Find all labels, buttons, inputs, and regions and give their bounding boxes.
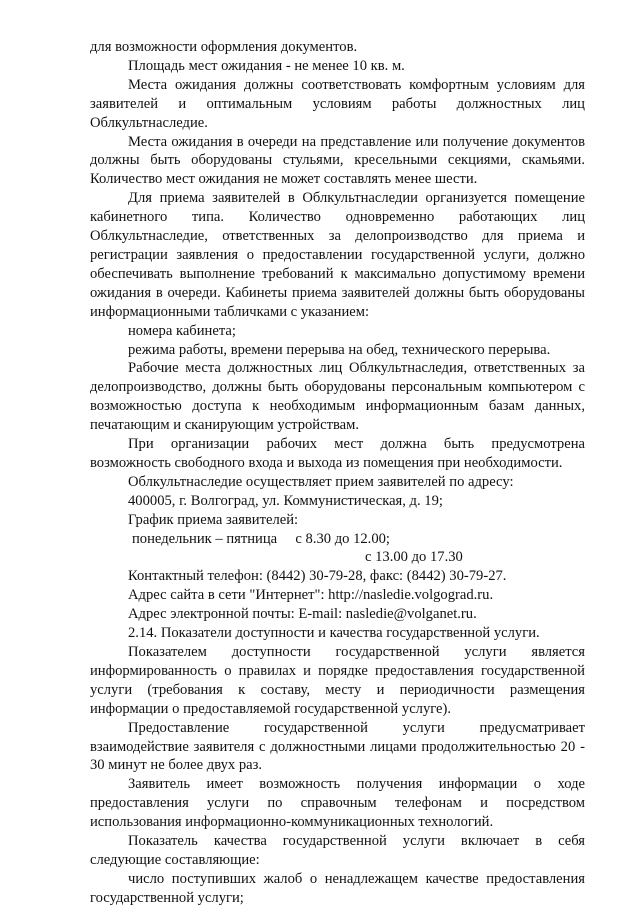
paragraph: Адрес сайта в сети "Интернет": http://nasledie.volgograd.ru. [128,587,494,604]
paragraph: для возможности оформления документов. [90,39,358,55]
paragraph: Показателем доступности государственной услуги является информированность о правилах и порядке предоставления государственной услуги (требования к составу, месту и периодичности размещения информации о предоставляемой государственной услуге). [90,644,585,717]
paragraph: Площадь мест ожидания - не менее 10 кв. м. [128,57,405,74]
paragraph: 400005, г. Волгоград, ул. Коммунистическая, д. 19; [128,492,443,509]
paragraph: Места ожидания в очереди на представление или получение документов должны быть оборудованы стульями, кресельными секциями, скамьями. Количество мест ожидания не может составлять менее шести. [90,133,585,188]
paragraph: Заявитель имеет возможность получения информации о ходе предоставления услуги по справочным телефонам и посредством использования информационно-коммуникационных технологий. [90,776,585,831]
paragraph: с 13.00 до 17.30 [365,549,463,566]
paragraph: Рабочие места должностных лиц Облкультнаследия, ответственных за делопроизводство, должны быть оборудованы персональным компьютером с возможностью доступа к необходимым информационным базам данных, печатающим и сканирующим устройствам. [90,360,585,434]
paragraph: График приема заявителей: [128,511,299,528]
paragraph: число поступивших жалоб о ненадлежащем качестве предоставления государственной услуги; [90,870,585,906]
paragraph: Адрес электронной почты: E-mail: nasledie@volganet.ru. [128,606,477,623]
paragraph: Для приема заявителей в Облкультнаследии организуется помещение кабинетного типа. Количество одновременно работающих лиц Облкультнаследие, ответственных за делопроизводство для приема и регистрации заявления о предоставлении государственной услуги, должно обеспечивать выполнение требований к максимально допустимому времени ожидания в очереди. Кабинеты приема заявителей должны быть оборудованы информационными табличками с указанием: [90,190,585,320]
paragraph: 2.14. Показатели доступности и качества государственной услуги. [128,625,540,642]
paragraph: Предоставление государственной услуги предусматривает взаимодействие заявителя с должностными лицами продолжительностью 20 - 30 минут не более двух раз. [90,719,585,774]
paragraph: Места ожидания должны соответствовать комфортным условиям для заявителей и оптимальным условиям работы должностных лиц Облкультнаследие. [90,76,585,131]
paragraph: режима работы, времени перерыва на обед, технического перерыва. [128,341,551,358]
document-page [90,38,585,908]
paragraph: Показатель качества государственной услуги включает в себя следующие составляющие: [90,833,585,868]
paragraph: Облкультнаследие осуществляет прием заявителей по адресу: [128,473,514,490]
paragraph: Контактный телефон: (8442) 30-79-28, факс: (8442) 30-79-27. [128,568,507,585]
paragraph: понедельник – пятница с 8.30 до 12.00; [132,530,390,547]
paragraph: При организации рабочих мест должна быть предусмотрена возможность свободного входа и выхода из помещения при необходимости. [90,436,585,471]
paragraph: номера кабинета; [128,322,236,339]
